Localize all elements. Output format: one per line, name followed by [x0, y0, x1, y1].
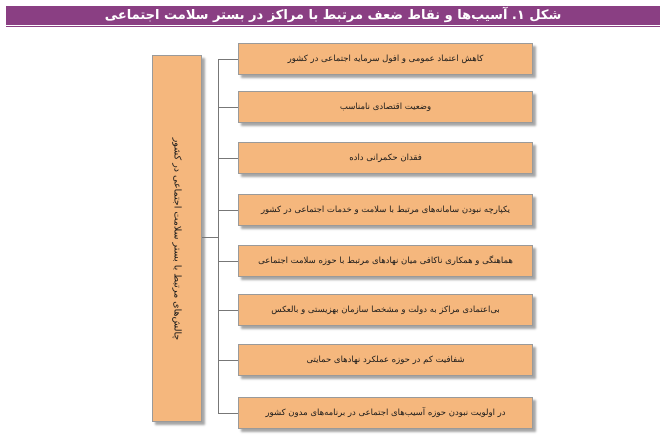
item-label: فقدان حکمرانی داده [349, 153, 422, 163]
branch-connector [218, 59, 238, 60]
item-label: در اولویت نبودن حوزه آسیب‌های اجتماعی در برنامه‌های مدون کشور [265, 408, 506, 418]
item-box [238, 397, 533, 429]
item-label: وضعیت اقتصادی نامناسب [339, 102, 432, 112]
title-underline [6, 26, 660, 27]
root-connector [202, 237, 219, 238]
item-label: بی‌اعتمادی مراکز به دولت و مشخصا سازمان بهزیستی و بالعکس [271, 305, 500, 315]
item-box [238, 194, 533, 226]
branch-connector [218, 107, 238, 108]
item-box [238, 91, 533, 123]
item-box [238, 344, 533, 376]
item-box [238, 43, 533, 75]
branch-connector [218, 158, 238, 159]
branch-connector [218, 360, 238, 361]
branch-connector [218, 413, 238, 414]
branch-connector [218, 310, 238, 311]
item-label: شفافیت کم در حوزه عملکرد نهادهای حمایتی [306, 355, 465, 365]
figure-title: شکل ۱. آسیب‌ها و نقاط ضعف مرتبط با مراکز در بستر سلامت اجتماعی [6, 6, 660, 25]
root-label: چالش‌های مرتبط با بستر سلامت اجتماعی در کشور [171, 137, 183, 340]
branch-connector [218, 261, 238, 262]
branch-connector [218, 210, 238, 211]
item-box [238, 245, 533, 277]
item-label: هماهنگی و همکاری ناکافی میان نهادهای مرتبط با حوزه سلامت اجتماعی [258, 256, 513, 266]
item-label: یکپارچه نبودن سامانه‌های مرتبط با سلامت و خدمات اجتماعی در کشور [260, 205, 511, 215]
root-box [152, 55, 202, 422]
item-box [238, 142, 533, 174]
item-box [238, 294, 533, 326]
item-label: کاهش اعتماد عمومی و افول سرمایه اجتماعی در کشور [287, 54, 484, 64]
